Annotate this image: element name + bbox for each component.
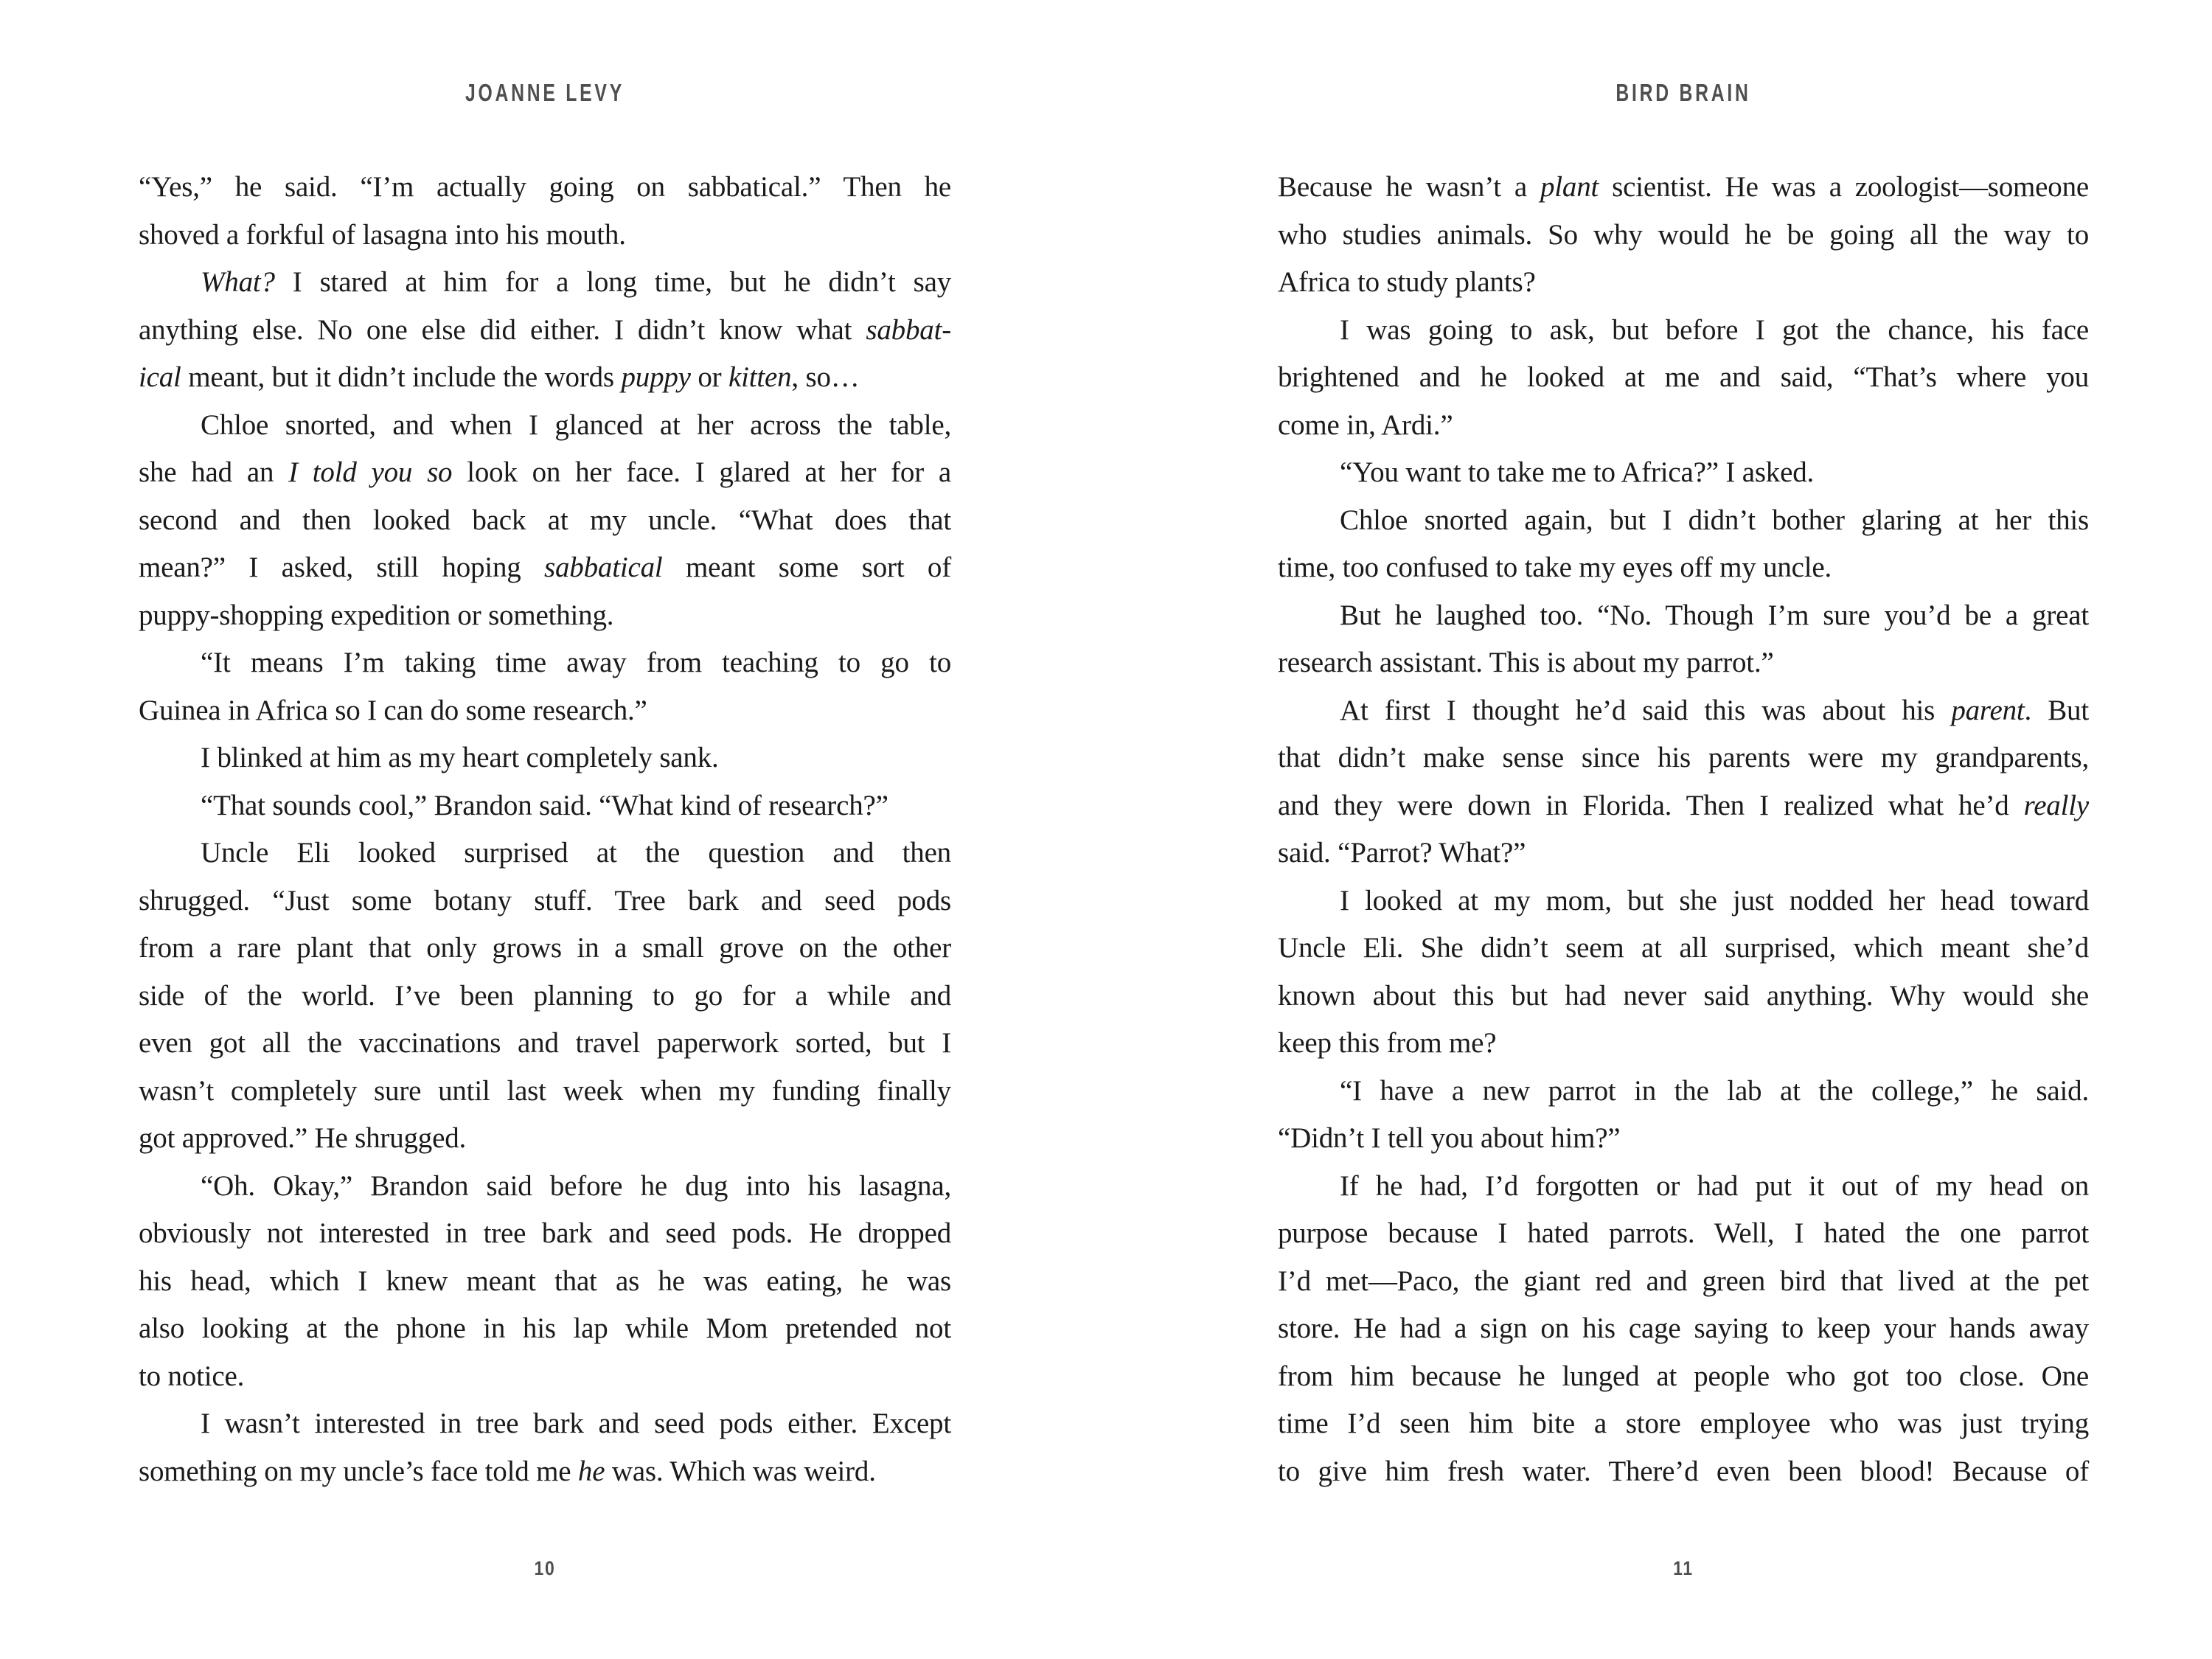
text-segment: , so… xyxy=(791,361,860,393)
text-line xyxy=(139,164,951,212)
text-segment: obviously not interested in tree bark and seed pods. He dropped xyxy=(139,1217,951,1249)
text-segment: But he laughed too. “No. Though I’m sure you’d be a great xyxy=(1340,599,2089,631)
paragraph xyxy=(139,830,951,1163)
text-segment: If he had, I’d forgotten or had put it out of my head on xyxy=(1340,1169,2089,1202)
text-line xyxy=(139,212,951,260)
text-segment: and they were down in Florida. Then I realized what he’d xyxy=(1278,789,2024,821)
paragraph xyxy=(139,1163,951,1401)
text-segment: from a rare plant that only grows in a small grove on the other xyxy=(139,932,951,964)
text-line xyxy=(1278,1353,2089,1401)
text-line xyxy=(139,925,951,973)
italic-text-segment: parent xyxy=(1951,694,2025,726)
right-page-number: 11 xyxy=(1673,1557,1694,1579)
text-line xyxy=(139,1305,951,1353)
right-running-head: BIRD BRAIN xyxy=(1615,79,1751,106)
text-line xyxy=(1278,1020,2089,1068)
text-line xyxy=(1278,259,2089,307)
text-line xyxy=(1278,212,2089,260)
text-segment: time I’d seen him bite a store employee who was just trying xyxy=(1278,1408,2089,1439)
right-text-column xyxy=(1278,164,2089,1495)
text-segment: got approved.” He shrugged. xyxy=(139,1122,467,1154)
text-segment: to give him fresh water. There’d even been blood! Because of xyxy=(1278,1455,2089,1487)
text-line xyxy=(139,449,951,497)
paragraph xyxy=(139,259,951,402)
text-line xyxy=(139,830,951,877)
text-segment: keep this from me? xyxy=(1278,1027,1497,1059)
italic-text-segment: he xyxy=(577,1455,605,1487)
text-segment: I looked at my mom, but she just nodded her head toward xyxy=(1340,884,2089,917)
text-line xyxy=(1278,1163,2089,1211)
text-line xyxy=(1278,307,2089,355)
text-segment: come in, Ardi.” xyxy=(1278,408,1453,441)
text-line xyxy=(1278,973,2089,1020)
text-line xyxy=(1278,402,2089,450)
text-line xyxy=(139,307,951,355)
italic-text-segment: sabbatical xyxy=(544,552,663,583)
left-page xyxy=(139,0,951,1659)
paragraph xyxy=(1278,307,2089,450)
text-line xyxy=(1278,592,2089,640)
text-segment: puppy-shopping expedition or something. xyxy=(139,599,614,631)
text-line xyxy=(1278,734,2089,782)
text-line xyxy=(1278,1305,2089,1353)
text-segment: time, too confused to take my eyes off my uncle. xyxy=(1278,552,1832,583)
right-page xyxy=(1278,0,2089,1659)
text-line xyxy=(139,1115,951,1163)
italic-text-segment: puppy xyxy=(621,361,691,393)
text-segment: she had an xyxy=(139,456,289,488)
left-text-column xyxy=(139,164,951,1495)
text-line xyxy=(1278,1400,2089,1448)
text-line xyxy=(1278,164,2089,212)
text-segment: side of the world. I’ve been planning to go for a while and xyxy=(139,979,951,1012)
text-line xyxy=(139,497,951,545)
text-line xyxy=(139,354,951,402)
text-segment: Uncle Eli. She didn’t seem at all surprised, which meant she’d xyxy=(1278,932,2089,964)
text-segment: also looking at the phone in his lap while Mom pretended not xyxy=(139,1312,951,1344)
text-segment: purpose because I hated parrots. Well, I hated the one parrot xyxy=(1278,1217,2089,1249)
text-segment: research assistant. This is about my parrot.” xyxy=(1278,647,1774,678)
paragraph xyxy=(139,782,951,830)
text-segment: brightened and he looked at me and said, “That’s where you xyxy=(1278,361,2089,393)
text-segment: known about this but had never said anything. Why would she xyxy=(1278,979,2089,1012)
paragraph xyxy=(139,734,951,782)
text-segment: I blinked at him as my heart completely sank. xyxy=(201,742,719,773)
text-line xyxy=(139,259,951,307)
text-segment: who studies animals. So why would he be going all the way to xyxy=(1278,218,2089,251)
text-line xyxy=(1278,449,2089,497)
text-segment: that didn’t make sense since his parents were my grandparents, xyxy=(1278,742,2089,773)
text-segment: look on her face. I glared at her for a xyxy=(452,456,951,488)
text-line xyxy=(139,1210,951,1258)
paragraph xyxy=(1278,497,2089,592)
paragraph xyxy=(139,402,951,640)
text-segment: At first I thought he’d said this was about his xyxy=(1340,694,1952,726)
text-segment: “It means I’m taking time away from teaching to go to xyxy=(201,647,951,678)
text-segment: something on my uncle’s face told me xyxy=(139,1455,578,1487)
text-segment: “I have a new parrot in the lab at the college,” he said. xyxy=(1340,1074,2089,1107)
text-segment: to notice. xyxy=(139,1360,245,1392)
italic-text-segment: really xyxy=(2023,789,2089,821)
text-segment: or xyxy=(690,361,728,393)
text-line xyxy=(139,592,951,640)
paragraph xyxy=(1278,164,2089,307)
text-line xyxy=(1278,925,2089,973)
text-segment: anything else. No one else did either. I didn’t know what xyxy=(139,313,866,346)
paragraph xyxy=(1278,877,2089,1068)
text-line xyxy=(139,687,951,735)
text-segment: I stared at him for a long time, but he didn’t say xyxy=(274,266,951,298)
paragraph xyxy=(1278,449,2089,497)
italic-text-segment: I told you so xyxy=(288,456,453,488)
italic-text-segment: sabbat- xyxy=(866,313,951,346)
text-segment: store. He had a sign on his cage saying to keep your hands away xyxy=(1278,1312,2089,1344)
text-line xyxy=(1278,639,2089,687)
paragraph xyxy=(1278,1163,2089,1496)
paragraph xyxy=(1278,687,2089,877)
text-line xyxy=(139,1068,951,1116)
text-line xyxy=(139,1258,951,1306)
text-line xyxy=(1278,1258,2089,1306)
text-segment: Chloe snorted again, but I didn’t bother glaring at her this xyxy=(1340,504,2089,536)
italic-text-segment: ical xyxy=(139,361,181,393)
text-segment: wasn’t completely sure until last week when my funding finally xyxy=(139,1074,951,1107)
text-segment: “Didn’t I tell you about him?” xyxy=(1278,1122,1621,1154)
text-segment: “Oh. Okay,” Brandon said before he dug into his lasagna, xyxy=(201,1169,951,1202)
text-line xyxy=(139,973,951,1020)
text-segment: shrugged. “Just some botany stuff. Tree bark and seed pods xyxy=(139,884,951,917)
text-line xyxy=(1278,782,2089,830)
text-line xyxy=(139,734,951,782)
text-line xyxy=(1278,354,2089,402)
text-line xyxy=(139,544,951,592)
text-segment: his head, which I knew meant that as he was eating, he was xyxy=(139,1265,951,1297)
text-line xyxy=(139,402,951,450)
text-line xyxy=(139,1163,951,1211)
text-segment: Guinea in Africa so I can do some research.” xyxy=(139,694,647,726)
text-segment: I’d met—Paco, the giant red and green bird that lived at the pet xyxy=(1278,1265,2089,1297)
text-line xyxy=(1278,544,2089,592)
text-line xyxy=(1278,830,2089,877)
text-segment: Because he wasn’t a xyxy=(1278,171,1540,203)
text-line xyxy=(139,1448,951,1496)
text-line xyxy=(1278,1448,2089,1496)
italic-text-segment: What? xyxy=(201,266,275,298)
paragraph xyxy=(139,1400,951,1495)
text-segment: scientist. He was a zoologist—someone xyxy=(1599,171,2090,203)
text-line xyxy=(139,782,951,830)
paragraph xyxy=(1278,592,2089,687)
text-segment: second and then looked back at my uncle. “What does that xyxy=(139,504,951,536)
text-line xyxy=(139,877,951,925)
text-segment: from him because he lunged at people who got too close. One xyxy=(1278,1360,2089,1392)
text-line xyxy=(1278,1068,2089,1116)
text-segment: even got all the vaccinations and travel paperwork sorted, but I xyxy=(139,1027,951,1059)
text-segment: . But xyxy=(2024,694,2089,726)
text-line xyxy=(1278,497,2089,545)
text-line xyxy=(139,639,951,687)
text-line xyxy=(1278,1210,2089,1258)
text-line xyxy=(1278,1115,2089,1163)
text-segment: said. “Parrot? What?” xyxy=(1278,837,1526,869)
paragraph xyxy=(139,164,951,259)
paragraph xyxy=(139,639,951,734)
left-running-head: JOANNE LEVY xyxy=(465,79,625,106)
text-segment: I wasn’t interested in tree bark and seed pods either. Except xyxy=(201,1408,951,1439)
text-segment: was. Which was weird. xyxy=(605,1455,876,1487)
text-segment: meant some sort of xyxy=(662,552,951,583)
text-line xyxy=(139,1020,951,1068)
text-segment: I was going to ask, but before I got the chance, his face xyxy=(1340,313,2089,346)
text-segment: “You want to take me to Africa?” I asked. xyxy=(1340,456,1815,488)
text-line xyxy=(139,1400,951,1448)
text-segment: meant, but it didn’t include the words xyxy=(181,361,622,393)
text-segment: Africa to study plants? xyxy=(1278,266,1536,298)
text-segment: shoved a forkful of lasagna into his mouth. xyxy=(139,218,626,251)
left-page-number: 10 xyxy=(534,1557,556,1579)
text-segment: Chloe snorted, and when I glanced at her across the table, xyxy=(201,408,951,441)
text-segment: Uncle Eli looked surprised at the question and then xyxy=(201,837,951,869)
text-line xyxy=(1278,877,2089,925)
text-segment: “That sounds cool,” Brandon said. “What kind of research?” xyxy=(201,789,888,821)
text-segment: “Yes,” he said. “I’m actually going on sabbatical.” Then he xyxy=(139,171,951,203)
text-line xyxy=(139,1353,951,1401)
italic-text-segment: plant xyxy=(1540,171,1599,203)
paragraph xyxy=(1278,1068,2089,1163)
italic-text-segment: kitten xyxy=(728,361,792,393)
text-segment: mean?” I asked, still hoping xyxy=(139,552,545,583)
text-line xyxy=(1278,687,2089,735)
